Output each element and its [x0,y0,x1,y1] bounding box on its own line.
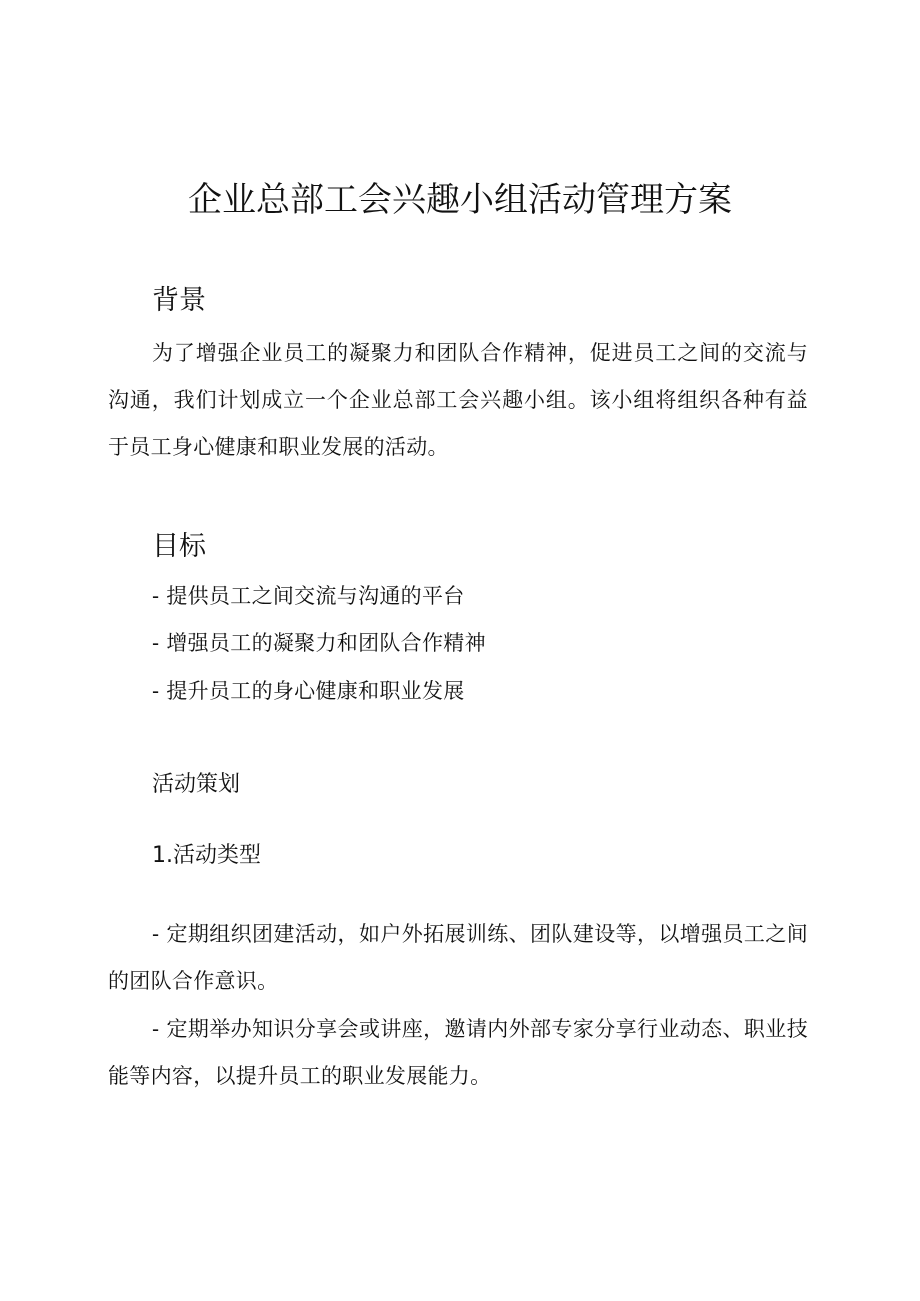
activity-paragraph-2: - 定期举办知识分享会或讲座，邀请内外部专家分享行业动态、职业技能等内容，以提升员工的职业发展能力。 [108,1017,808,1088]
goals-heading: 目标 [152,531,206,562]
background-paragraph: 为了增强企业员工的凝聚力和团队合作精神，促进员工之间的交流与沟通，我们计划成立一个企业总部工会兴趣小组。该小组将组织各种有益于员工身心健康和职业发展的活动。 [108,341,808,459]
goal-item-2: - 增强员工的凝聚力和团队合作精神 [152,631,486,655]
goal-item-1: - 提供员工之间交流与沟通的平台 [152,584,465,608]
goal-item-3: - 提升员工的身心健康和职业发展 [152,679,465,703]
background-heading: 背景 [152,285,206,316]
activity-types-subheading: 1.活动类型 [152,843,261,868]
activity-paragraph-1: - 定期组织团建活动，如户外拓展训练、团队建设等，以增强员工之间的团队合作意识。 [108,922,808,993]
document-title: 企业总部工会兴趣小组活动管理方案 [188,180,732,220]
planning-heading: 活动策划 [152,772,241,797]
